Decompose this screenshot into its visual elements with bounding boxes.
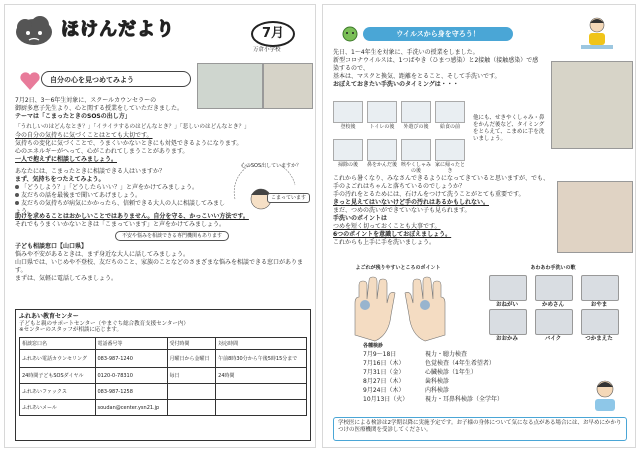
center-subtitle: 子どもと親のサポートセンター（やまぐち総合教育支援センター内） [19, 320, 189, 327]
table-cell [167, 400, 216, 416]
schedule-list [363, 351, 573, 405]
body-line-7: 6つのポイントを意識しておぼえましょう。 [333, 231, 452, 238]
body-line-6: つめを短く切っておくことも大事です。 [333, 223, 441, 230]
sos-illustration [231, 165, 311, 211]
table-cell: 083-987-1258 [95, 384, 167, 400]
school-name: 万倉小学校 [253, 47, 281, 53]
table-cell: soudan@center.ysn21.jp [95, 400, 167, 416]
table-row [20, 400, 307, 416]
intro-line-1: 先日、1～4年生を対象に、手洗いの授業をしました。 [333, 49, 479, 56]
consult-question: あなたには、こまったときに相談できる人はいますか？ [15, 168, 166, 175]
table-cell: ふれあいファックス [20, 384, 96, 400]
consult-title: 子ども相談窓口【山口県】 [15, 243, 88, 250]
question-line: 「うれしいのはどんなとき？」「イライラするのはどんなとき？」「悲しいのはどんなとき？」 [15, 124, 250, 130]
song-title: あわあわ手洗いの歌 [530, 265, 576, 271]
wash-step: おねがい [489, 275, 525, 309]
body-line-8: これからも上手に手を洗いましょう。 [333, 239, 436, 246]
hands-title: よごれが残りやすいところのポイント [355, 265, 441, 271]
sos-caption: 心のSOS出していますか？ [240, 163, 302, 169]
wash-step: つかまえた [581, 309, 617, 343]
list-lead: 一人で抱えずに相談してみましょう。 [15, 156, 118, 163]
hand-photo [557, 181, 633, 253]
hands-diagram [345, 275, 455, 345]
timing-item: 外遊びの後 [401, 101, 431, 130]
wash-step: バイク [535, 309, 571, 343]
timing-item: 給食の前 [435, 101, 465, 130]
consult-text-3: まずは、気軽に電話してみましょう。 [15, 275, 118, 282]
example-2: 友だちの話を最後まで聞いてあげましょう。 [15, 192, 225, 200]
body-line-2: 手の汚れをとるためには、石けんをつけて洗うことがとても重要です。 [333, 191, 525, 198]
heart-icon [19, 71, 41, 91]
intro-theme: テーマは「こまったときのSOSの出し方」 [15, 113, 131, 120]
timing-item: 家に帰ったとき [435, 139, 465, 175]
timing-item: 鼻をかんだ後 [367, 139, 397, 168]
help-sign: こまっています [267, 193, 310, 203]
table-cell [167, 384, 216, 400]
section-title: 自分の心を見つめてみよう [41, 71, 191, 87]
timing-item: 咳やくしゃみの後 [401, 139, 431, 175]
table-cell [216, 384, 307, 400]
body-line-5: 手洗いのポイントは [333, 215, 388, 222]
table-cell: 午前8時30分から午後5時15分まで [216, 350, 307, 368]
consult-text-2: 山口県では、いじめや不登校、友だちのこと、家族のことなどのさまざまな悩みを相談できる窓口があります。 [15, 259, 304, 274]
sub-heading: 不安や悩みを相談できる専門機関もあります [115, 231, 229, 241]
timing-item: 登校後 [333, 101, 363, 130]
example-1: 「どうしよう？」「どうしたらいい？」と声をかけてみましょう。 [15, 184, 225, 192]
left-page [4, 4, 316, 448]
timing-item: 掃除の後 [333, 139, 363, 168]
table-cell [216, 400, 307, 416]
intro-line-2: 新型コロナウイルスは、1つばやき（ひまつ感染）と2接触（接触感染）で感染するので、 [333, 57, 539, 72]
column-header: 対応時間 [216, 338, 307, 350]
body1-line-1: 今の自分の気持ちに気づくことはとても大切です。 [15, 132, 153, 139]
month-badge: 7月 [251, 21, 295, 47]
table-header-row [20, 338, 307, 350]
wash-step: かめさん [535, 275, 571, 309]
schedule-row: 9月24日（木） 内科検診 [363, 387, 450, 394]
child-washing-icon [577, 15, 617, 51]
washing-photo [551, 61, 633, 149]
table-cell: 24時間 [216, 368, 307, 384]
table-cell: 083-987-1240 [95, 350, 167, 368]
table-cell: ふれあい電話カウンセリング [20, 350, 96, 368]
body-line-1: これから暑くなり、みなさんできるようになってきていると思いますが、でも、手のよごれはちゃんと落ちているのでしょうか？ [333, 175, 550, 190]
column-header: 電話番号等 [95, 338, 167, 350]
table-cell: 毎日 [167, 368, 216, 384]
center-box [15, 309, 311, 441]
side-note: 他にも、せきやくしゃみ・鼻をかんだ後など、タイミングをとらえて、こまめに手を洗いましょう。 [473, 115, 545, 142]
virus-icon [339, 23, 361, 45]
schedule-row: 7月31日（金） 心臓検診（1年生） [363, 369, 477, 376]
footer-note: 学校医による検診は2学期以降に実施予定です。お子様の身体について気になる点がある場合には、お早めにかかりつけの医療機関を受診してください。 [333, 417, 627, 441]
body-line-4: まだ、つめの洗いができていない子も見られます。 [333, 207, 471, 214]
body1-line-2: 気持ちの変化に気づくことで、うまくいかないときにも対処できるようになります。 [15, 140, 243, 147]
table-cell: 24時間子どもSOSダイヤル [20, 368, 96, 384]
center-note: ※センターのスタッフが相談に応じます。 [19, 327, 122, 334]
body1-line-3: 心のエネルギーがへって、心がこわれてしまうことがあります。 [15, 148, 189, 155]
nurse-icon [585, 377, 625, 413]
table-cell: 0120-0-78310 [95, 368, 167, 384]
schedule-row: 10月13日（火） 視力・耳鼻科検診（全学年） [363, 396, 504, 403]
body2-line-1: 助けを求めることはおかしいことではありません。自分を守る、かっこいい方法です。 [15, 213, 249, 220]
consult-text-1: 悩みや不安があるときは、まず身近な大人に話してみましょう。 [15, 251, 190, 258]
page-title: ほけんだより [61, 19, 175, 40]
body2-line-2: それでもうまくいかないときは「こまっています」と声をかけてみましょう。 [15, 221, 226, 228]
consult-table [19, 337, 307, 416]
table-row [20, 350, 307, 368]
example-3: 友だちの気持ちが病気にかかったら、信頼できる大人の人に相談してみましょう。 [15, 200, 226, 215]
right-page [322, 4, 636, 448]
examples-header: まず、気持ちをつたえてみよう。 [15, 176, 105, 183]
schedule-row: 7月16日（木） 色覚検査（4年生希望者） [363, 360, 495, 367]
banner: ウイルスから身を守ろう！ [363, 27, 513, 41]
schedule-title: 各種検診 [363, 343, 384, 349]
table-row [20, 384, 307, 400]
classroom-photo-2 [263, 63, 313, 109]
timing-item: トイレの後 [367, 101, 397, 130]
cloud-icon [13, 15, 55, 49]
column-header: 受付時間 [167, 338, 216, 350]
classroom-photo [197, 63, 263, 109]
column-header: 相談窓口名 [20, 338, 96, 350]
schedule-row: 7月9～18日 視力・聴力検査 [363, 351, 468, 358]
body-line-3: きっと見えてはいないけど手の汚れはあるかもしれない。 [333, 199, 490, 206]
intro-line-2: 御厨多恵子先生より、心と関する授業をしていただきました。 [15, 105, 184, 112]
intro-line-1: 7月2日、3～6年生対象に、スクールカウンセラーの [15, 97, 157, 104]
schedule-row: 8月27日（木） 歯科検診 [363, 378, 450, 385]
wash-step: おおかみ [489, 309, 525, 343]
center-name: ふれあい教育センター [19, 313, 79, 320]
table-cell: ふれあいメール [20, 400, 96, 416]
intro-line-4: おぼえておきたい手洗いのタイミングは・・・ [333, 81, 459, 88]
intro-line-3: 基本は、マスクと換気、距離をとること、そして手洗いです。 [333, 73, 501, 80]
wash-step: おやま [581, 275, 617, 309]
table-row [20, 368, 307, 384]
table-cell: 月曜日から金曜日 [167, 350, 216, 368]
